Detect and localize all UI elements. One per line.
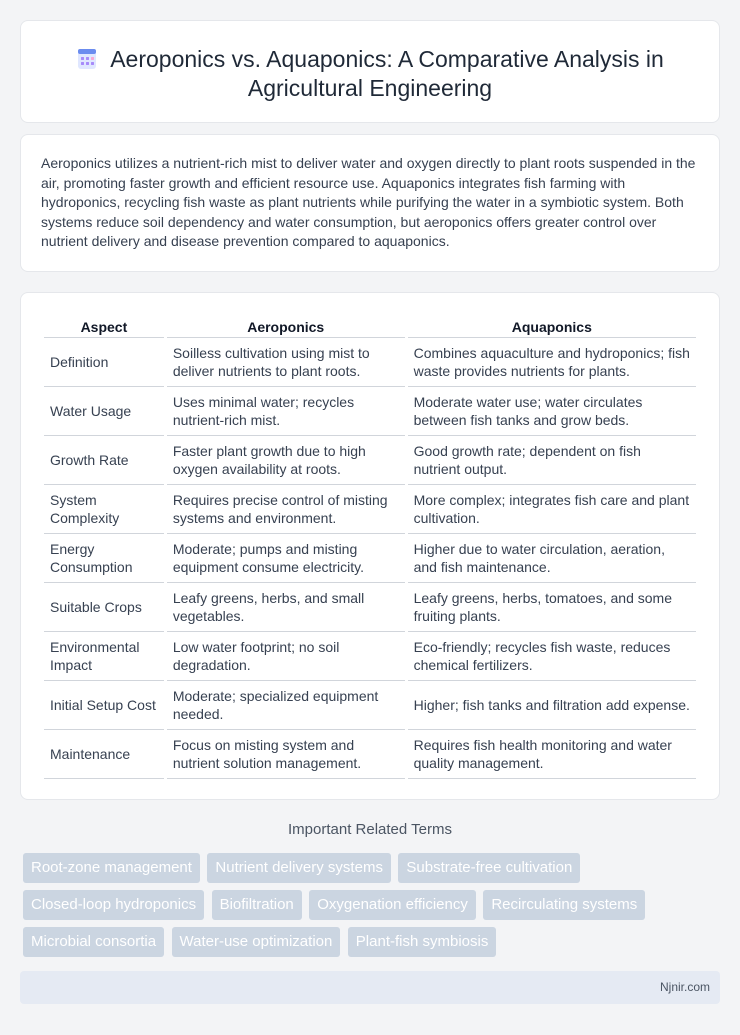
cell-aspect: Water Usage [44,387,164,436]
cell-aquaponics: Requires fish health monitoring and water quality management. [408,730,696,779]
header-aquaponics: Aquaponics [408,316,696,338]
cell-aeroponics: Soilless cultivation using mist to deliver nutrients to plant roots. [167,338,405,387]
cell-aeroponics: Focus on misting system and nutrient solution management. [167,730,405,779]
cell-aspect: Definition [44,338,164,387]
cell-aeroponics: Moderate; specialized equipment needed. [167,681,405,730]
cell-aspect: Maintenance [44,730,164,779]
cell-aspect: Suitable Crops [44,583,164,632]
cell-aspect: Energy Consumption [44,534,164,583]
table-row [44,436,696,485]
table-row [44,730,696,779]
cell-aquaponics: Moderate water use; water circulates between fish tanks and grow beds. [408,387,696,436]
table-row [44,681,696,730]
cell-aquaponics: Higher; fish tanks and filtration add expense. [408,681,696,730]
cell-aeroponics: Low water footprint; no soil degradation. [167,632,405,681]
cell-aspect: Environmental Impact [44,632,164,681]
related-term-tag[interactable]: Oxygenation efficiency [309,890,476,920]
page-title [41,45,699,103]
table-row [44,534,696,583]
cell-aquaponics: Leafy greens, herbs, tomatoes, and some fruiting plants. [408,583,696,632]
cell-aquaponics: More complex; integrates fish care and plant cultivation. [408,485,696,534]
cell-aquaponics: Combines aquaculture and hydroponics; fish waste provides nutrients for plants. [408,338,696,387]
intro-card [20,134,720,272]
related-term-tag[interactable]: Biofiltration [212,890,302,920]
header-aspect: Aspect [44,316,164,338]
cell-aeroponics: Faster plant growth due to high oxygen availability at roots. [167,436,405,485]
related-terms-title: Important Related Terms [288,821,452,838]
cell-aeroponics: Moderate; pumps and misting equipment consume electricity. [167,534,405,583]
related-term-tag[interactable]: Closed-loop hydroponics [23,890,204,920]
cell-aquaponics: Good growth rate; dependent on fish nutrient output. [408,436,696,485]
related-term-tag[interactable]: Root-zone management [23,853,200,883]
related-term-tag[interactable]: Nutrient delivery systems [207,853,391,883]
related-term-tag[interactable]: Plant-fish symbiosis [348,927,497,957]
cell-aeroponics: Leafy greens, herbs, and small vegetables. [167,583,405,632]
table-row [44,387,696,436]
table-row [44,632,696,681]
table-row [44,485,696,534]
intro-paragraph: Aeroponics utilizes a nutrient-rich mist to deliver water and oxygen directly to plant roots suspended in the air, promoting faster growth and efficient resource use. Aquaponics integrates fish farming with hydroponics, recycling fish waste as plant nutrients while purifying the water in a symbiotic system. Both systems reduce soil dependency and water consumption, but aeroponics offers greater control over nutrient delivery and disease prevention compared to aquaponics. [41,155,696,249]
document-list-icon [76,48,98,70]
comparison-table-card [20,292,720,800]
related-term-tag[interactable]: Microbial consortia [23,927,164,957]
header-card [20,20,720,123]
related-term-tag[interactable]: Recirculating systems [483,890,645,920]
related-terms-list [23,853,717,964]
related-term-tag[interactable]: Water-use optimization [172,927,341,957]
footer-bar [20,971,720,1004]
cell-aspect: Initial Setup Cost [44,681,164,730]
table-row [44,338,696,387]
footer-site-name[interactable]: Njnir.com [659,980,710,994]
cell-aquaponics: Higher due to water circulation, aeration, and fish maintenance. [408,534,696,583]
table-header-row [44,316,696,338]
cell-aspect: Growth Rate [44,436,164,485]
table-row [44,583,696,632]
cell-aquaponics: Eco-friendly; recycles fish waste, reduces chemical fertilizers. [408,632,696,681]
cell-aeroponics: Requires precise control of misting systems and environment. [167,485,405,534]
cell-aspect: System Complexity [44,485,164,534]
comparison-table [41,316,699,779]
header-aeroponics: Aeroponics [167,316,405,338]
page-title-text: Aeroponics vs. Aquaponics: A Comparative Analysis in Agricultural Engineering [110,46,664,101]
related-term-tag[interactable]: Substrate-free cultivation [398,853,580,883]
cell-aeroponics: Uses minimal water; recycles nutrient-rich mist. [167,387,405,436]
